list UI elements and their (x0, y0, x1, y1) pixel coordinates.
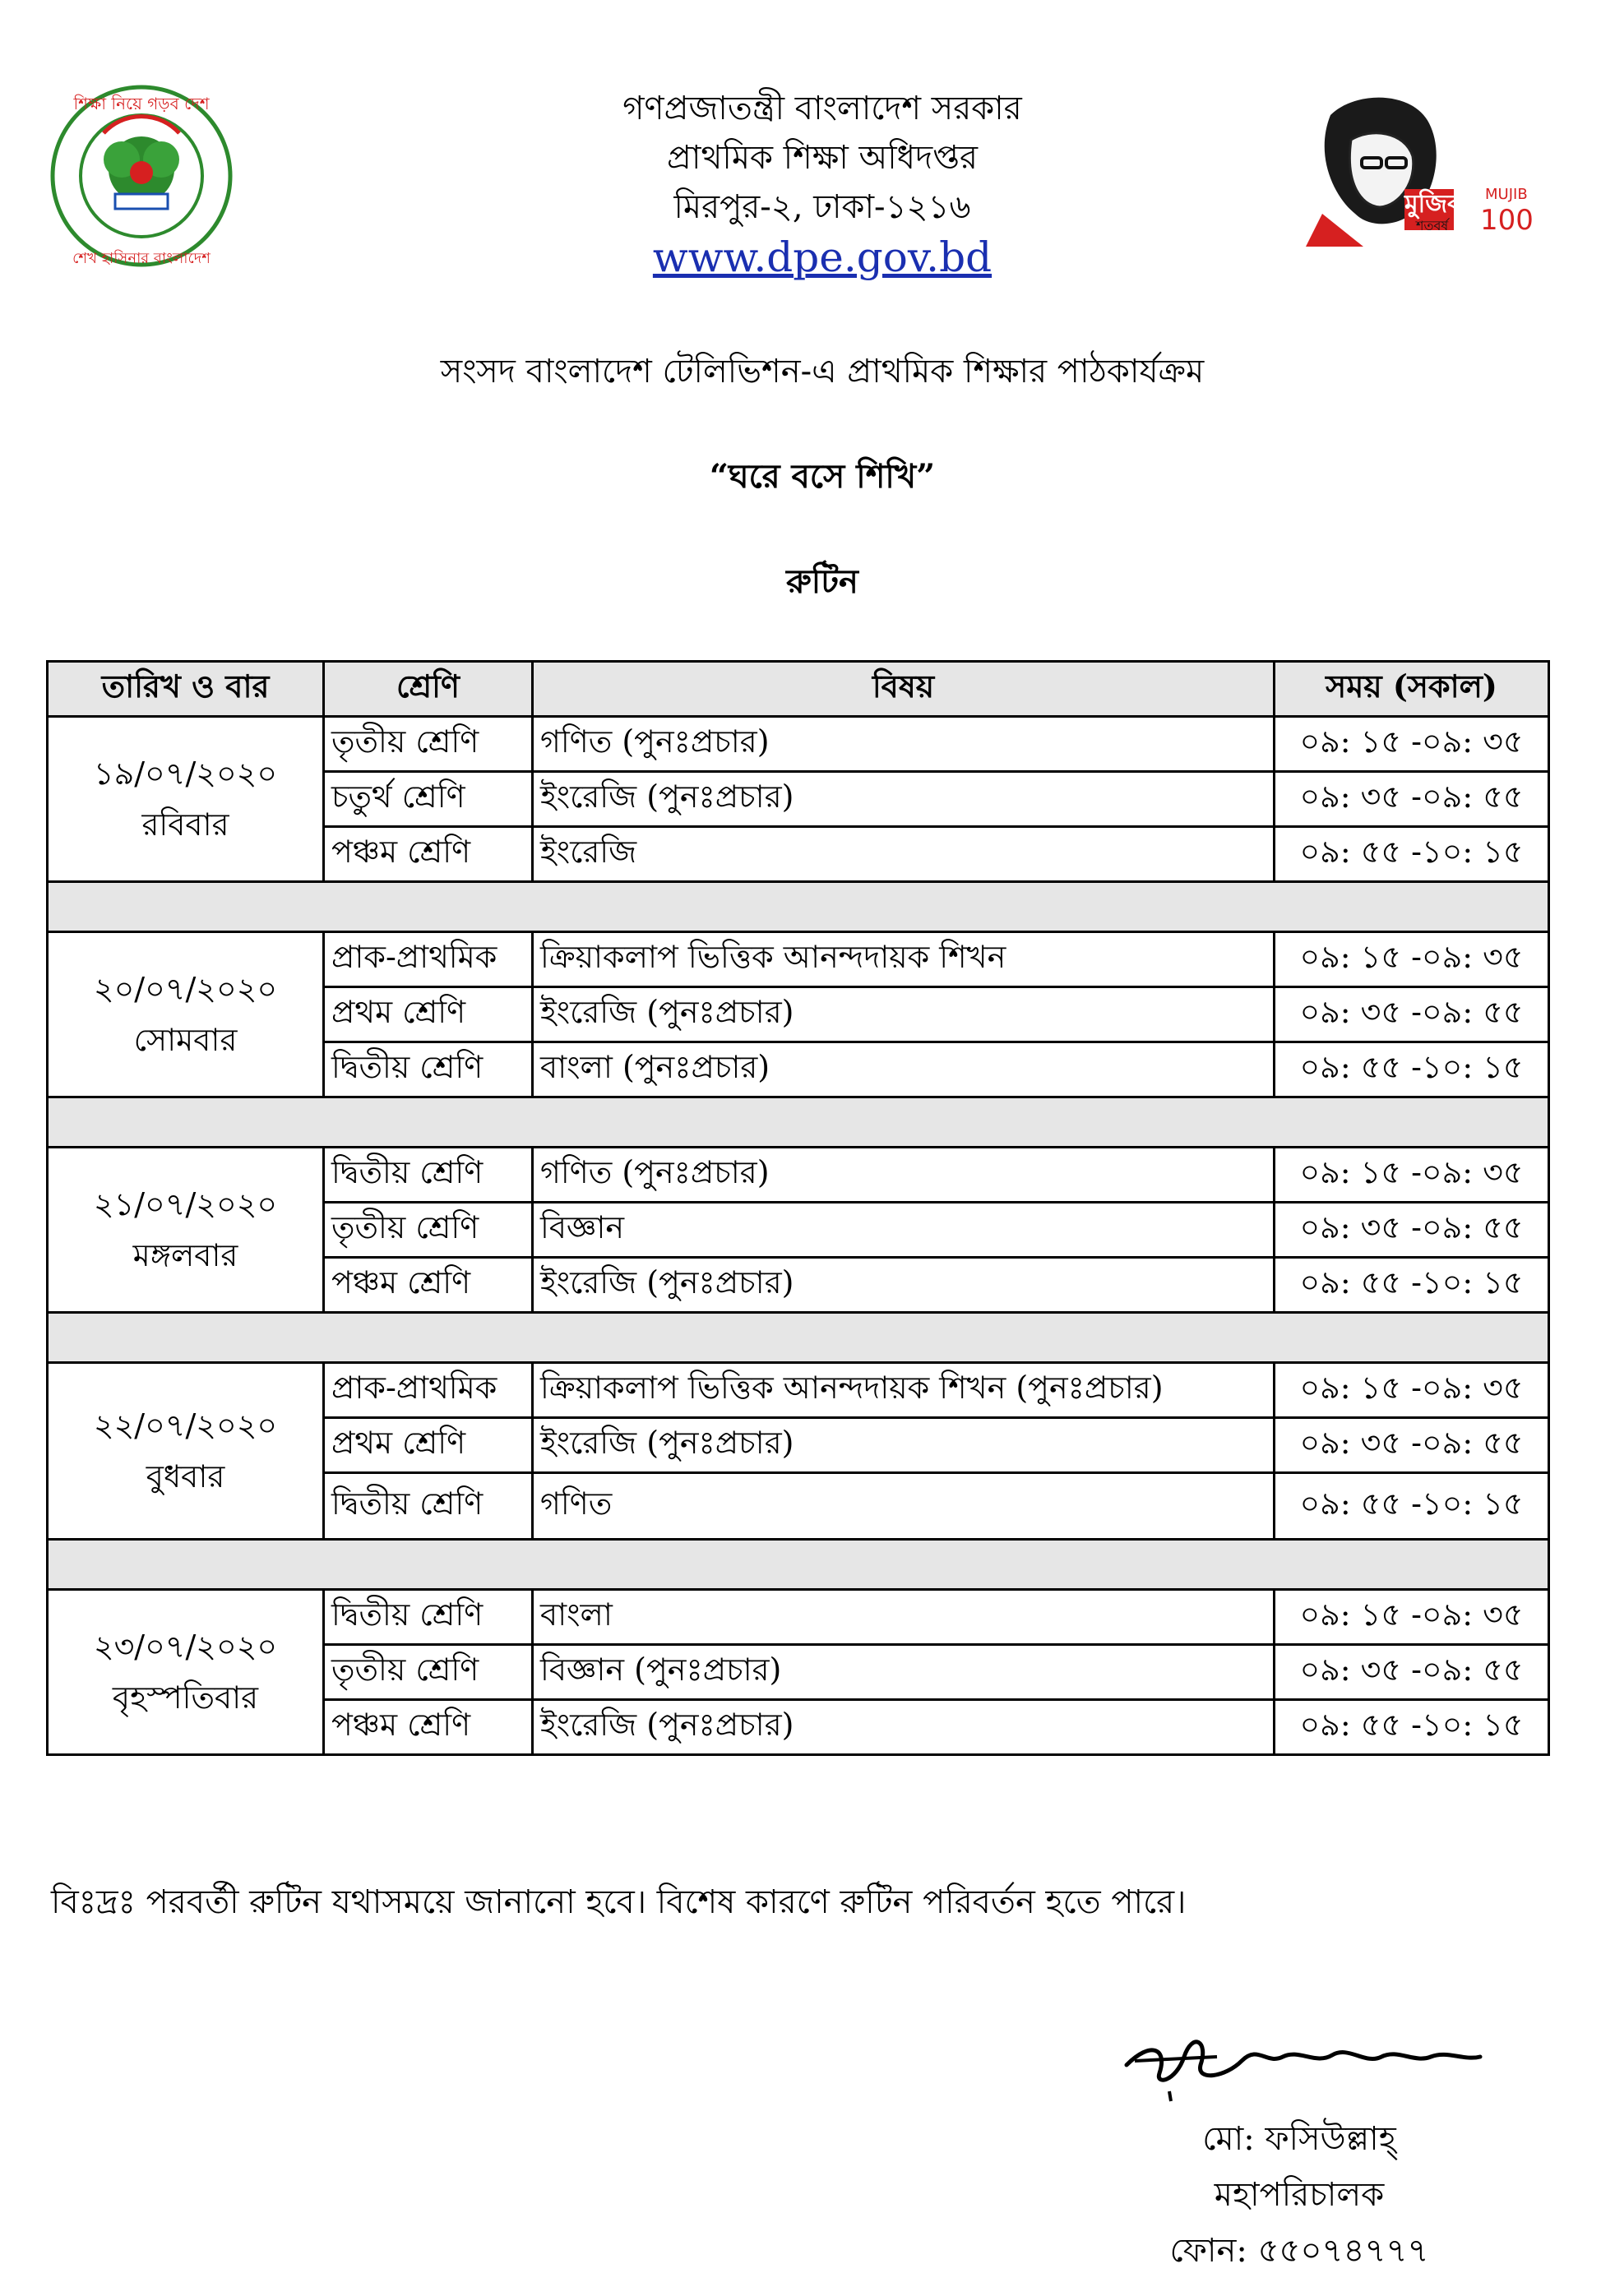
website-link[interactable]: www.dpe.gov.bd (652, 233, 993, 281)
mujib-label-en: MUJIB (1485, 186, 1528, 203)
table-row (48, 1363, 1549, 1418)
time-cell: ০৯: ৫৫ -১০: ১৫ (1275, 1700, 1549, 1755)
day-value: সোমবার (133, 1022, 238, 1058)
separator-row (48, 1097, 1549, 1148)
date-cell (48, 1590, 324, 1755)
table-row (48, 1148, 1549, 1203)
class-cell: পঞ্চম শ্রেণি (324, 1700, 533, 1755)
time-cell: ০৯: ৩৫ -০৯: ৫৫ (1275, 987, 1549, 1042)
date-value: ২১/০৭/২০২০ (93, 1186, 278, 1222)
header-class: শ্রেণি (324, 662, 533, 717)
govt-name: গণপ্রজাতন্ত্রী বাংলাদেশ সরকার (622, 90, 1022, 127)
address: মিরপুর-২, ঢাকা-১২১৬ (673, 188, 971, 226)
time-cell: ০৯: ৩৫ -০৯: ৫৫ (1275, 1645, 1549, 1700)
dpe-logo-text-bottom: শেখ হাসিনার বাংলাদেশ (72, 250, 211, 267)
header-date: তারিখ ও বার (48, 662, 324, 717)
separator-cell (48, 1313, 1549, 1363)
subject-cell: ইংরেজি (পুনঃপ্রচার) (533, 772, 1275, 827)
class-cell: দ্বিতীয় শ্রেণি (324, 1590, 533, 1645)
day-value: বৃহস্পতিবার (112, 1679, 259, 1716)
mujib-label-sub: শতবর্ষ (1416, 218, 1449, 233)
time-cell: ০৯: ৫৫ -১০: ১৫ (1275, 1258, 1549, 1313)
date-cell (48, 1148, 324, 1313)
subject-cell: গণিত (পুনঃপ্রচার) (533, 1148, 1275, 1203)
date-value: ২০/০৭/২০২০ (93, 971, 278, 1007)
signatory-phone: ফোন: ৫৫০৭৪৭৭৭ (1169, 2232, 1429, 2270)
directorate-name: প্রাথমিক শিক্ষা অধিদপ্তর (667, 139, 978, 177)
day-value: মঙ্গলবার (132, 1237, 238, 1273)
time-cell: ০৯: ১৫ -০৯: ৩৫ (1275, 1148, 1549, 1203)
separator-row (48, 882, 1549, 932)
table-row (48, 717, 1549, 772)
time-cell: ০৯: ৩৫ -০৯: ৫৫ (1275, 1203, 1549, 1258)
header-subject: বিষয় (533, 662, 1275, 717)
class-cell: পঞ্চম শ্রেণি (324, 827, 533, 882)
subject-cell: ইংরেজি (পুনঃপ্রচার) (533, 1418, 1275, 1473)
subject-cell: বাংলা (পুনঃপ্রচার) (533, 1042, 1275, 1097)
program-title: সংসদ বাংলাদেশ টেলিভিশন-এ প্রাথমিক শিক্ষার পাঠকার্যক্রম (440, 353, 1205, 390)
mujib-label-num: 100 (1480, 204, 1534, 237)
subject-cell: ইংরেজি (পুনঃপ্রচার) (533, 1258, 1275, 1313)
time-cell: ০৯: ১৫ -০৯: ৩৫ (1275, 1363, 1549, 1418)
signatory-name: মো: ফসিউল্লাহ্ (1202, 2120, 1396, 2158)
subject-cell: বিজ্ঞান (533, 1203, 1275, 1258)
subject-cell: বাংলা (533, 1590, 1275, 1645)
mujib-label-bn: মুজিব (1404, 190, 1461, 219)
table-row (48, 1590, 1549, 1645)
dpe-logo-text-top: শিক্ষা নিয়ে গড়ব দেশ (73, 94, 210, 113)
signature-image (1118, 2016, 1497, 2106)
subject-cell: ইংরেজি (পুনঃপ্রচার) (533, 1700, 1275, 1755)
table-row (48, 932, 1549, 987)
day-value: বুধবার (146, 1458, 225, 1494)
footnote: বিঃদ্রঃ পরবর্তী রুটিন যথাসময়ে জানানো হবে। বিশেষ কারণে রুটিন পরিবর্তন হতে পারে। (51, 1883, 1187, 1921)
class-cell: তৃতীয় শ্রেণি (324, 717, 533, 772)
separator-row (48, 1540, 1549, 1590)
website-wrapper (493, 233, 1151, 281)
date-value: ২২/০৭/২০২০ (93, 1407, 278, 1444)
separator-cell (48, 882, 1549, 932)
class-cell: তৃতীয় শ্রেণি (324, 1203, 533, 1258)
routine-table (46, 660, 1550, 1756)
class-cell: তৃতীয় শ্রেণি (324, 1645, 533, 1700)
subject-cell: গণিত (533, 1473, 1275, 1540)
subject-cell: ইংরেজি (পুনঃপ্রচার) (533, 987, 1275, 1042)
signatory-designation: মহাপরিচালক (1214, 2176, 1385, 2214)
separator-cell (48, 1097, 1549, 1148)
class-cell: প্রথম শ্রেণি (324, 1418, 533, 1473)
separator-row (48, 1313, 1549, 1363)
date-cell (48, 717, 324, 882)
subject-cell: ইংরেজি (533, 827, 1275, 882)
time-cell: ০৯: ১৫ -০৯: ৩৫ (1275, 1590, 1549, 1645)
date-value: ২৩/০৭/২০২০ (93, 1628, 278, 1665)
class-cell: প্রাক-প্রাথমিক (324, 1363, 533, 1418)
class-cell: প্রথম শ্রেণি (324, 987, 533, 1042)
class-cell: চতুর্থ শ্রেণি (324, 772, 533, 827)
time-cell: ০৯: ৫৫ -১০: ১৫ (1275, 1042, 1549, 1097)
time-cell: ০৯: ৫৫ -১০: ১৫ (1275, 1473, 1549, 1540)
time-cell: ০৯: ৫৫ -১০: ১৫ (1275, 827, 1549, 882)
header-time: সময় (সকাল) (1275, 662, 1549, 717)
date-cell (48, 932, 324, 1097)
subject-cell: বিজ্ঞান (পুনঃপ্রচার) (533, 1645, 1275, 1700)
separator-cell (48, 1540, 1549, 1590)
class-cell: দ্বিতীয় শ্রেণি (324, 1473, 533, 1540)
signature-icon (1118, 2016, 1497, 2106)
class-cell: দ্বিতীয় শ্রেণি (324, 1148, 533, 1203)
time-cell: ০৯: ৩৫ -০৯: ৫৫ (1275, 1418, 1549, 1473)
time-cell: ০৯: ৩৫ -০৯: ৫৫ (1275, 772, 1549, 827)
routine-heading: রুটিন (786, 562, 858, 601)
time-cell: ০৯: ১৫ -০৯: ৩৫ (1275, 932, 1549, 987)
subject-cell: ক্রিয়াকলাপ ভিত্তিক আনন্দদায়ক শিখন (533, 932, 1275, 987)
class-cell: প্রাক-প্রাথমিক (324, 932, 533, 987)
date-value: ১৯/০৭/২০২০ (93, 755, 278, 792)
subject-cell: গণিত (পুনঃপ্রচার) (533, 717, 1275, 772)
class-cell: দ্বিতীয় শ্রেণি (324, 1042, 533, 1097)
class-cell: পঞ্চম শ্রেণি (324, 1258, 533, 1313)
slogan: “ঘরে বসে শিখি” (709, 457, 936, 496)
day-value: রবিবার (141, 806, 229, 843)
subject-cell: ক্রিয়াকলাপ ভিত্তিক আনন্দদায়ক শিখন (পুনঃপ্রচার) (533, 1363, 1275, 1418)
date-cell (48, 1363, 324, 1540)
table-header-row (48, 662, 1549, 717)
time-cell: ০৯: ১৫ -০৯: ৩৫ (1275, 717, 1549, 772)
